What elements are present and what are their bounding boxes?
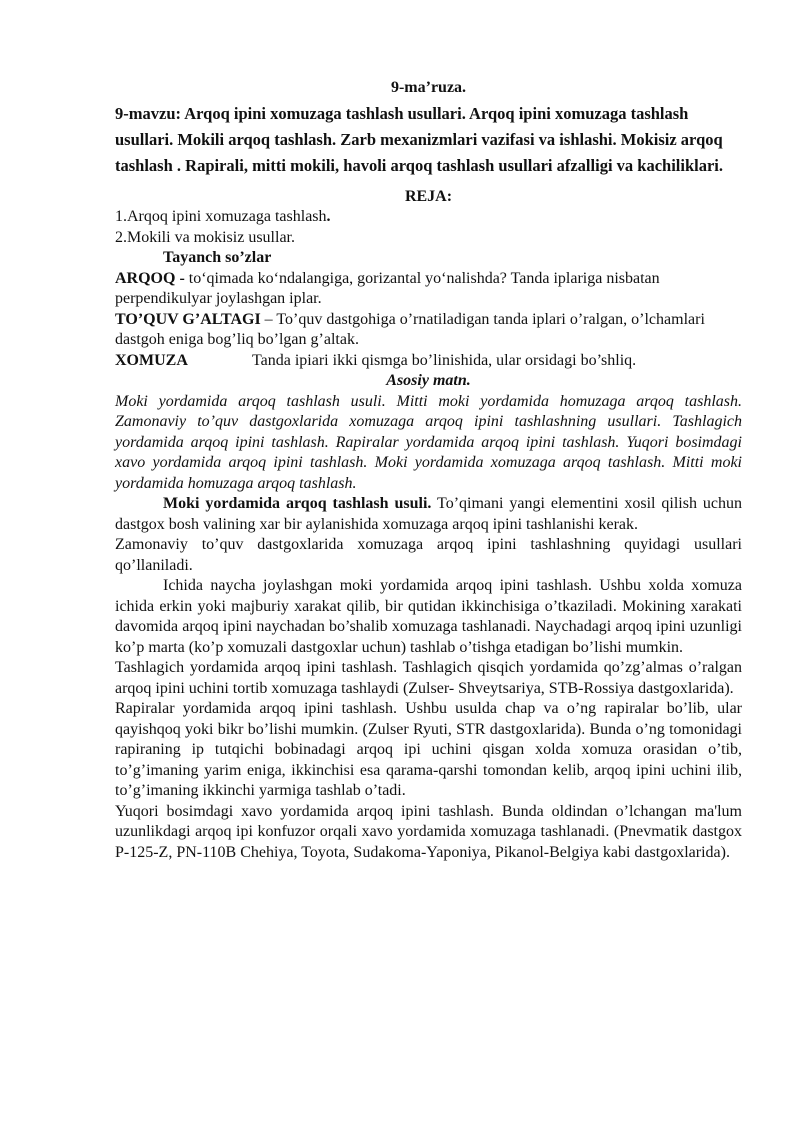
body-paragraph: Zamonaviy to’quv dastgoxlarida xomuzaga arqoq ipini tashlashning quyidagi usullari qo’llaniladi. bbox=[115, 536, 742, 574]
term-definition bbox=[115, 310, 742, 351]
term-name: TO’QUV G’ALTAGI bbox=[115, 310, 261, 328]
term-name: ARQOQ - bbox=[115, 269, 185, 287]
term-definition bbox=[115, 351, 742, 372]
paragraph-lead: Moki yordamida arqoq tashlash usuli. bbox=[163, 495, 432, 512]
body-paragraph: Tashlagich yordamida arqoq ipini tashlash. Tashlagich qisqich yordamida qo’zg’almas o’ralgan arqoq ipini uchini tortib xomuzaga tashlaydi (Zulser- Shveytsariya, STB-Rossiya dastgoxlarida). bbox=[115, 659, 742, 697]
plan-item bbox=[115, 207, 742, 228]
term-text: Tanda ipiari ikki qismga bo’linishida, ular orsidagi bo’shliq. bbox=[252, 351, 637, 369]
plan-item: 2.Mokili va mokisiz usullar. bbox=[115, 228, 295, 246]
summary-paragraph: Moki yordamida arqoq tashlash usuli. Mitti moki yordamida homuzaga arqoq tashlash. Zamonaviy to’quv dastgoxlarida xomuzaga arqoq ipini tashlashning usullari. Tashlagich yordamida arqoq ipini tashlash. Rapiralar yordamida arqoq ipini tashlash. Yuqori bosimdagi xavo yordamida arqoq ipini tashlash. Moki yordamida xomuzaga arqoq tashlash. Mitti moki yordamida homuzaga arqoq tashlash. bbox=[115, 392, 742, 492]
term-text: – To’quv dastgohiga o’rnatiladigan tanda iplari o’ralgan, o’lchamlari dastgoh eniga bog’liq bo’lgan g’altak. bbox=[115, 310, 705, 348]
lecture-title: 9-ma’ruza. bbox=[390, 79, 467, 96]
body-paragraph: Yuqori bosimdagi xavo yordamida arqoq ipini tashlash. Bunda oldindan o’lchangan ma'lum uzunlikdagi arqoq ipi konfuzor orqali xavo yordamida xomuzaga tashlanadi. (Pnevmatik dastgox P-125-Z, PN-110B Chehiya, Toyota, Sudakoma-Yaponiya, Pikanol-Belgiya kabi dastgoxlarida). bbox=[115, 802, 742, 861]
plan-item-text: 1.Arqoq ipini xomuzaga tashlash bbox=[115, 208, 327, 225]
body-paragraph: Rapiralar yordamida arqoq ipini tashlash. Ushbu usulda chap va o’ng rapiralar bo’lib, ular qayishqoq yoki bikr bo’lishi mumkin. (Zulser Ryuti, STR dastgoxlarida). Bunda o’ng tomonidagi rapiraning ip tutqichi bobinadagi arqoq ipi uchini qisgan xolda xomuza orasidan o’tib, to’g’imaning yarim eniga, ikkinchisi esa qarama-qarshi tomondan kelib, arqoq ipini uchini ilib, to’g’imaning ikkinchi yarmiga tashlab o’tadi. bbox=[115, 700, 742, 799]
term-text: to‘qimada ko‘ndalangiga, gorizantal yo‘nalishda? Tanda iplariga nisbatan perpendikulyar joylashgan iplar. bbox=[115, 269, 660, 307]
main-heading: Asosiy matn. bbox=[386, 372, 471, 389]
topic-heading: 9-mavzu: Arqoq ipini xomuzaga tashlash usullari. Arqoq ipini xomuzaga tashlash usullari. Mokili arqoq tashlash. Zarb mexanizmlari vazifasi va ishlashi. Mokisiz arqoq tashlash . Rapirali, mitti mokili, havoli arqoq tashlash usullari afzalligi va kachiliklari. bbox=[115, 103, 723, 175]
term-definition bbox=[115, 269, 742, 310]
body-paragraph bbox=[115, 494, 742, 535]
document-page bbox=[115, 78, 742, 863]
keywords-heading: Tayanch so’zlar bbox=[163, 249, 272, 266]
plan-heading: REJA: bbox=[404, 187, 453, 205]
term-name: XOMUZA bbox=[115, 351, 188, 369]
body-paragraph: Ichida naycha joylashgan moki yordamida arqoq ipini tashlash. Ushbu xolda xomuza ichida erkin yoki majburiy xarakat qilib, bir qutidan ikkinchisiga o’tkaziladi. Mokining xarakati davomida arqoq ipini naychadan bo’shalib xomuzaga tashlanadi. Naychadagi arqoq ipini uzunligi ko’p marta (ko’p xomuzali dastgoxlar uchun) tashlab o’tishga etadigan bo’lishi mumkin. bbox=[115, 577, 742, 656]
paragraph-text: To’qimani yangi elementini xosil qilish uchun dastgox bosh valining xar bir aylanishida xomuzaga arqoq ipini tashlanishi kerak. bbox=[115, 495, 742, 533]
plan-item-dot: . bbox=[326, 208, 331, 225]
